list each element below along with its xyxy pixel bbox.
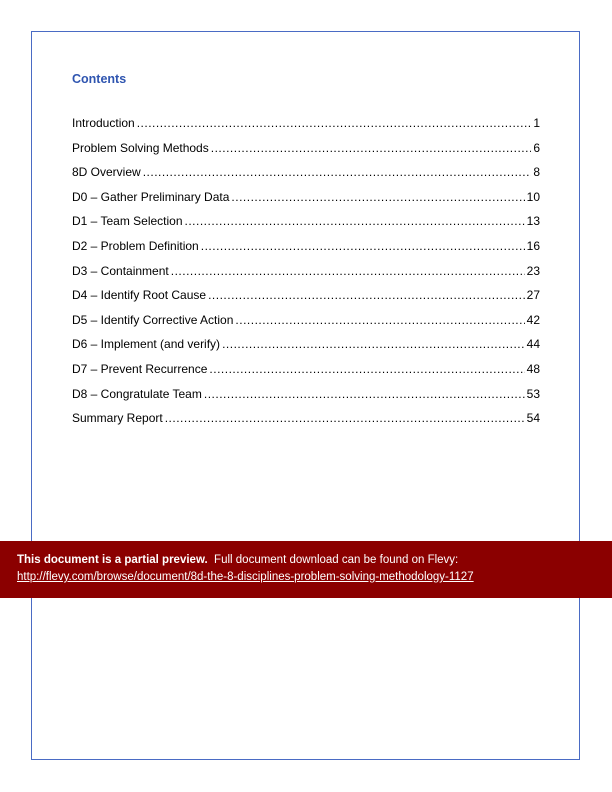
- toc-entry-text: D5 – Identify Corrective Action: [72, 312, 234, 327]
- toc-entry-page: 10: [526, 189, 540, 204]
- toc-entry-page: 27: [526, 288, 540, 303]
- toc-entry-text: 8D Overview: [72, 165, 141, 180]
- preview-banner: [0, 541, 612, 598]
- contents-heading: Contents: [72, 72, 127, 86]
- toc-leader-dots: [211, 141, 532, 155]
- toc-entry-text: D4 – Identify Root Cause: [72, 288, 207, 303]
- toc-entry[interactable]: [72, 214, 540, 239]
- toc-entry-page: 54: [526, 411, 540, 426]
- toc-leader-dots: [231, 190, 524, 204]
- toc-entry-page: 13: [526, 214, 540, 229]
- toc-entry-text: Summary Report: [72, 411, 163, 426]
- toc-leader-dots: [235, 313, 524, 327]
- toc-entry-text: Introduction: [72, 116, 135, 130]
- toc-leader-dots: [165, 411, 525, 425]
- toc-entry[interactable]: [72, 411, 540, 436]
- toc-leader-dots: [208, 288, 525, 302]
- toc-entry-text: D7 – Prevent Recurrence: [72, 361, 208, 376]
- toc-entry[interactable]: [72, 116, 540, 141]
- toc-leader-dots: [137, 116, 532, 130]
- toc-leader-dots: [143, 165, 532, 179]
- toc-entry-page: 48: [526, 361, 540, 376]
- toc-list: [72, 116, 540, 436]
- toc-entry-page: 42: [526, 312, 540, 327]
- toc-entry-page: 23: [526, 263, 540, 278]
- toc-entry[interactable]: [72, 165, 540, 190]
- toc-entry[interactable]: [72, 313, 540, 338]
- toc-leader-dots: [222, 337, 525, 351]
- toc-leader-dots: [204, 387, 525, 401]
- toc-entry[interactable]: [72, 264, 540, 289]
- toc-leader-dots: [201, 239, 525, 253]
- toc-entry[interactable]: [72, 337, 540, 362]
- toc-entry[interactable]: [72, 239, 540, 264]
- toc-leader-dots: [185, 214, 525, 228]
- toc-entry-text: D2 – Problem Definition: [72, 238, 199, 253]
- toc-entry-page: 6: [533, 140, 540, 155]
- toc-entry[interactable]: [72, 190, 540, 215]
- toc-entry-page: 16: [526, 238, 540, 253]
- toc-entry-text: Problem Solving Methods: [72, 140, 209, 155]
- toc-entry-page: 44: [526, 337, 540, 352]
- toc-entry-text: D1 – Team Selection: [72, 214, 183, 229]
- toc-entry-page: 8: [533, 165, 540, 180]
- toc-entry-text: D8 – Congratulate Team: [72, 386, 202, 401]
- toc-entry-text: D0 – Gather Preliminary Data: [72, 189, 230, 204]
- banner-bold-text: This document is a partial preview.: [17, 554, 208, 566]
- toc-entry[interactable]: [72, 362, 540, 387]
- toc-entry[interactable]: [72, 141, 540, 166]
- banner-text: Full document download can be found on Flevy:: [214, 554, 459, 566]
- toc-leader-dots: [209, 362, 524, 376]
- flevy-download-link[interactable]: http://flevy.com/browse/document/8d-the-8-disciplines-problem-solving-methodology-1127: [17, 571, 474, 583]
- toc-entry-text: D6 – Implement (and verify): [72, 337, 221, 352]
- toc-entry-page: 1: [533, 116, 540, 130]
- toc-entry-page: 53: [526, 386, 540, 401]
- toc-leader-dots: [171, 264, 525, 278]
- toc-entry-text: D3 – Containment: [72, 263, 169, 278]
- toc-entry[interactable]: [72, 288, 540, 313]
- toc-entry[interactable]: [72, 387, 540, 412]
- banner-message: [17, 552, 612, 569]
